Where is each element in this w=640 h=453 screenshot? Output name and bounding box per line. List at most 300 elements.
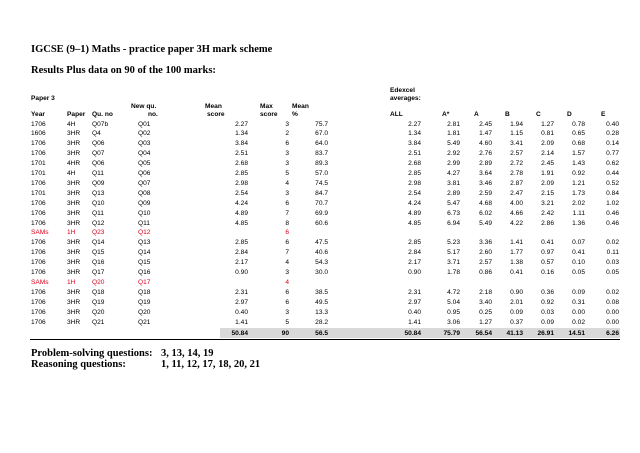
table-cell: Q4 <box>92 130 101 138</box>
table-cell: 3 <box>285 308 289 316</box>
table-cell: Q19 <box>92 298 105 306</box>
header-cell: C <box>536 111 541 118</box>
table-cell: 3 <box>285 160 289 168</box>
table-cell: Q13 <box>138 239 151 247</box>
table-cell: 2.97 <box>408 298 421 306</box>
table-cell: 4 <box>285 259 289 267</box>
table-cell: 2.89 <box>479 160 492 168</box>
table-cell: 2.14 <box>541 150 554 158</box>
table-cell: 0.40 <box>408 308 421 316</box>
table-cell: 2.78 <box>510 170 523 177</box>
table-cell: 4.22 <box>510 219 523 227</box>
table-cell: Q21 <box>138 318 151 326</box>
table-cell: 3HR <box>67 179 81 187</box>
table-cell: 1.57 <box>572 150 585 158</box>
table-cell: 2.57 <box>479 259 492 267</box>
table-cell: 1701 <box>31 170 46 177</box>
table-cell: 6 <box>285 298 289 306</box>
table-cell: 4.24 <box>408 199 421 207</box>
table-cell: Q20 <box>92 278 105 286</box>
table-cell: 2.85 <box>235 170 248 177</box>
header-cell: E <box>601 111 606 118</box>
table-cell: 1H <box>67 278 76 286</box>
table-cell: 2.51 <box>408 150 421 158</box>
table-cell: 6.02 <box>479 209 492 217</box>
table-cell: 3HR <box>67 288 81 296</box>
table-cell: 0.52 <box>606 179 619 187</box>
table-cell: 1.41 <box>235 318 248 326</box>
table-cell: 2.02 <box>572 199 585 207</box>
table-cell: 1.21 <box>572 179 585 187</box>
table-cell: 3HR <box>67 199 81 207</box>
table-cell: Q06 <box>92 160 105 168</box>
table-cell: 6.94 <box>447 219 460 227</box>
table-cell: 3 <box>285 189 289 197</box>
table-cell: Q17 <box>138 278 151 286</box>
header-top-cell: Max <box>260 103 273 110</box>
table-cell: 2.59 <box>479 189 492 197</box>
table-cell: Q14 <box>92 239 105 247</box>
table-cell: 1706 <box>31 209 46 217</box>
table-cell: 4 <box>285 179 289 187</box>
table-cell: 4 <box>285 278 289 286</box>
table-cell: 5 <box>285 170 289 177</box>
table-cell: 69.9 <box>315 209 328 217</box>
total-cell: 75.79 <box>443 330 460 338</box>
table-cell: 2.85 <box>408 239 421 247</box>
table-cell: Q11 <box>138 219 150 227</box>
table-cell: 70.7 <box>315 199 328 207</box>
table-cell: Q20 <box>92 308 105 316</box>
table-cell: Q08 <box>138 189 151 197</box>
table-cell: 2.68 <box>235 160 248 168</box>
table-cell: 49.5 <box>315 298 328 306</box>
table-cell: 0.44 <box>606 170 619 177</box>
table-bottom-rule <box>30 339 620 340</box>
table-cell: 1706 <box>31 219 46 227</box>
header-top-cell: New qu. <box>131 103 157 110</box>
table-cell: 2.99 <box>447 160 460 168</box>
table-cell: 1.27 <box>479 318 492 326</box>
table-cell: 2.18 <box>479 288 492 296</box>
table-cell: 0.05 <box>572 269 585 276</box>
table-cell: 1706 <box>31 288 46 296</box>
table-cell: 1.91 <box>541 170 554 177</box>
table-cell: Q23 <box>92 229 105 237</box>
table-cell: 0.40 <box>235 308 248 316</box>
table-cell: 0.92 <box>572 170 585 177</box>
total-cell: 6.26 <box>606 330 619 338</box>
total-cell: 26.91 <box>537 330 554 338</box>
table-cell: 0.02 <box>572 318 585 326</box>
table-cell: 0.84 <box>606 189 619 197</box>
table-cell: 0.81 <box>541 130 554 138</box>
table-cell: 40.6 <box>315 249 328 257</box>
table-cell: 2.76 <box>479 150 492 158</box>
table-cell: 3.06 <box>447 318 460 326</box>
table-cell: 3HR <box>67 130 81 138</box>
table-cell: 0.09 <box>510 308 523 316</box>
table-cell: Q09 <box>138 199 151 207</box>
table-cell: Q20 <box>138 308 151 316</box>
table-cell: Q02 <box>138 130 151 138</box>
table-cell: 3.41 <box>510 140 523 148</box>
table-cell: 1.02 <box>606 199 619 207</box>
table-cell: 0.00 <box>572 308 585 316</box>
table-cell: 0.41 <box>572 249 585 257</box>
table-cell: 2.09 <box>541 179 554 187</box>
table-cell: Q16 <box>138 269 151 276</box>
table-cell: 4.60 <box>479 140 492 148</box>
table-cell: 0.46 <box>606 209 619 217</box>
table-cell: 1.36 <box>572 219 585 227</box>
table-cell: 6 <box>285 199 289 207</box>
table-cell: 1H <box>67 229 76 237</box>
table-cell: 2.81 <box>447 120 460 128</box>
header-cell: score <box>207 111 225 118</box>
table-cell: 4HR <box>67 160 81 168</box>
table-cell: 1.41 <box>408 318 421 326</box>
table-cell: Q17 <box>92 269 105 276</box>
table-cell: Q06 <box>92 140 105 148</box>
table-cell: 2.72 <box>510 160 523 168</box>
table-cell: 3HR <box>67 189 81 197</box>
table-cell: Q11 <box>92 209 104 217</box>
table-cell: 1706 <box>31 179 46 187</box>
table-cell: 84.7 <box>315 189 328 197</box>
table-cell: 8 <box>285 219 289 227</box>
table-cell: 2.85 <box>235 239 248 247</box>
header-cell: no. <box>148 111 158 118</box>
table-cell: 0.16 <box>541 269 554 276</box>
table-cell: 0.02 <box>606 288 619 296</box>
table-cell: 5 <box>285 318 289 326</box>
header-cell: D <box>567 111 572 118</box>
table-cell: 0.05 <box>606 269 619 276</box>
table-cell: 6 <box>285 140 289 148</box>
table-cell: 1.47 <box>479 130 492 138</box>
table-cell: 2.60 <box>479 249 492 257</box>
table-cell: 1.11 <box>572 209 585 217</box>
table-cell: 47.5 <box>315 239 328 247</box>
table-cell: 3.71 <box>447 259 460 267</box>
table-cell: 2.27 <box>235 120 248 128</box>
table-cell: 0.90 <box>408 269 421 276</box>
table-cell: 3.81 <box>447 179 460 187</box>
header-top-cell: Mean <box>292 103 309 110</box>
total-cell: 56.5 <box>315 330 328 338</box>
table-cell: Q06 <box>138 170 151 177</box>
table-cell: 2.98 <box>408 179 421 187</box>
header-cell: A <box>474 111 479 118</box>
table-cell: 2.31 <box>235 288 248 296</box>
table-cell: 0.92 <box>541 298 554 306</box>
table-cell: 2.86 <box>541 219 554 227</box>
table-cell: 3HR <box>67 140 81 148</box>
table-cell: 0.00 <box>606 318 619 326</box>
table-cell: 3HR <box>67 239 81 247</box>
table-cell: Q07 <box>138 179 151 187</box>
table-cell: 1706 <box>31 318 46 326</box>
table-cell: 5.23 <box>447 239 460 247</box>
table-cell: 0.90 <box>510 288 523 296</box>
table-cell: 2.17 <box>235 259 248 267</box>
table-cell: Q11 <box>92 170 104 177</box>
total-cell: 14.51 <box>568 330 585 338</box>
table-cell: 0.10 <box>572 259 585 267</box>
table-cell: 1706 <box>31 239 46 247</box>
table-cell: 67.0 <box>315 130 328 138</box>
table-cell: Q15 <box>138 259 151 267</box>
table-cell: 1.27 <box>541 120 554 128</box>
table-cell: 1.38 <box>510 259 523 267</box>
table-cell: 3.36 <box>479 239 492 247</box>
table-cell: 2.09 <box>541 140 554 148</box>
header-top-cell: Mean <box>205 103 222 110</box>
note-label: Reasoning questions: <box>31 359 126 370</box>
table-cell: 2.15 <box>541 189 554 197</box>
table-cell: Q15 <box>92 249 105 257</box>
header-cell: Paper <box>67 111 86 118</box>
table-cell: 1.73 <box>572 189 585 197</box>
table-cell: Q12 <box>92 219 105 227</box>
table-cell: 89.3 <box>315 160 328 168</box>
table-cell: 5.49 <box>447 140 460 148</box>
table-cell: 3HR <box>67 308 81 316</box>
table-cell: 1.15 <box>510 130 523 138</box>
table-cell: 2.54 <box>235 189 248 197</box>
table-cell: 0.00 <box>606 308 619 316</box>
table-cell: 5.04 <box>447 298 460 306</box>
table-cell: 2.27 <box>408 120 421 128</box>
table-cell: 0.14 <box>606 140 619 148</box>
table-cell: 4.27 <box>447 170 460 177</box>
table-cell: 3.64 <box>479 170 492 177</box>
averages-label: averages: <box>390 95 421 102</box>
table-cell: 83.7 <box>315 150 328 158</box>
table-cell: 1.94 <box>510 120 523 128</box>
table-cell: 1706 <box>31 140 46 148</box>
table-cell: 1.41 <box>510 239 523 247</box>
table-cell: 0.57 <box>541 259 554 267</box>
table-cell: 0.97 <box>541 249 554 257</box>
table-cell: 1606 <box>31 130 46 138</box>
table-cell: 6 <box>285 239 289 247</box>
table-cell: 2.98 <box>235 179 248 187</box>
table-cell: 3HR <box>67 259 81 267</box>
table-cell: 0.41 <box>510 269 523 276</box>
table-cell: 1701 <box>31 160 46 168</box>
table-cell: 1706 <box>31 150 46 158</box>
table-cell: 1.81 <box>447 130 460 138</box>
total-cell: 50.84 <box>404 330 421 338</box>
table-cell: 0.09 <box>541 318 554 326</box>
table-cell: Q16 <box>92 259 105 267</box>
table-cell: 54.3 <box>315 259 328 267</box>
header-cell: % <box>292 111 298 118</box>
table-cell: 2.45 <box>479 120 492 128</box>
table-cell: 3.21 <box>541 199 554 207</box>
total-cell: 41.13 <box>506 330 523 338</box>
table-cell: 0.78 <box>572 120 585 128</box>
table-cell: Q07 <box>92 150 105 158</box>
header-cell: ALL <box>390 111 403 118</box>
header-cell: B <box>505 111 510 118</box>
table-cell: 4.66 <box>510 209 523 217</box>
table-cell: 7 <box>285 209 289 217</box>
table-cell: 4.89 <box>408 209 421 217</box>
table-cell: 3 <box>285 269 289 276</box>
table-cell: 0.77 <box>606 150 619 158</box>
table-cell: 0.95 <box>447 308 460 316</box>
table-cell: 3.84 <box>235 140 248 148</box>
table-cell: 6.73 <box>447 209 460 217</box>
table-cell: 1706 <box>31 249 46 257</box>
table-cell: 2.47 <box>510 189 523 197</box>
table-cell: 3HR <box>67 318 81 326</box>
table-cell: 1.34 <box>408 130 421 138</box>
table-cell: 0.25 <box>479 308 492 316</box>
table-cell: Q12 <box>138 229 151 237</box>
table-cell: Q10 <box>92 199 105 207</box>
table-cell: 0.08 <box>606 298 619 306</box>
table-cell: Q09 <box>92 179 105 187</box>
table-cell: 3HR <box>67 298 81 306</box>
table-cell: 5.49 <box>479 219 492 227</box>
table-cell: Q03 <box>138 140 151 148</box>
table-cell: 2.17 <box>408 259 421 267</box>
table-cell: 5.17 <box>447 249 460 257</box>
table-cell: 3 <box>285 150 289 158</box>
table-cell: 4.85 <box>408 219 421 227</box>
table-cell: 3 <box>285 120 289 128</box>
table-cell: 0.11 <box>606 249 619 257</box>
table-cell: 2.68 <box>408 160 421 168</box>
table-cell: 0.86 <box>479 269 492 276</box>
table-cell: 2.42 <box>541 209 554 217</box>
header-cell: score <box>260 111 278 118</box>
table-cell: 0.03 <box>541 308 554 316</box>
table-cell: 0.62 <box>606 160 619 168</box>
table-cell: 6 <box>285 229 289 237</box>
table-cell: 0.68 <box>572 140 585 148</box>
table-cell: 1701 <box>31 189 46 197</box>
table-cell: 4.72 <box>447 288 460 296</box>
table-cell: 6 <box>285 288 289 296</box>
table-cell: 2.31 <box>408 288 421 296</box>
table-cell: 64.0 <box>315 140 328 148</box>
table-cell: 4.68 <box>479 199 492 207</box>
total-cell: 90 <box>281 330 289 338</box>
table-cell: 2.54 <box>408 189 421 197</box>
table-cell: 0.90 <box>235 269 248 276</box>
table-cell: 1.77 <box>510 249 523 257</box>
table-cell: 3HR <box>67 150 81 158</box>
table-cell: 2.57 <box>510 150 523 158</box>
results-table <box>30 89 620 339</box>
table-cell: 0.37 <box>510 318 523 326</box>
table-cell: 1706 <box>31 259 46 267</box>
table-cell: 1706 <box>31 199 46 207</box>
table-cell: Q04 <box>138 150 151 158</box>
table-cell: 1706 <box>31 308 46 316</box>
table-cell: 0.03 <box>606 259 619 267</box>
table-cell: 2.84 <box>235 249 248 257</box>
table-cell: SAMs <box>31 229 49 237</box>
note-label: Problem-solving questions: <box>31 348 153 359</box>
edexcel-label: Edexcel <box>390 87 415 94</box>
table-cell: 2.97 <box>235 298 248 306</box>
table-cell: 0.40 <box>606 120 619 128</box>
table-cell: 13.3 <box>315 308 328 316</box>
table-cell: 4H <box>67 170 76 177</box>
table-cell: 4.89 <box>235 209 248 217</box>
note-value: 1, 11, 12, 17, 18, 20, 21 <box>161 359 261 370</box>
table-cell: 4.85 <box>235 219 248 227</box>
table-cell: 1.78 <box>447 269 460 276</box>
table-cell: Q18 <box>138 288 151 296</box>
table-cell: Q19 <box>138 298 151 306</box>
table-cell: 1706 <box>31 120 46 128</box>
table-cell: 0.02 <box>606 239 619 247</box>
table-cell: 0.28 <box>606 130 619 138</box>
table-cell: 1706 <box>31 298 46 306</box>
document-title: IGCSE (9–1) Maths - practice paper 3H mark scheme <box>31 44 273 55</box>
table-cell: 74.5 <box>315 179 328 187</box>
table-cell: 2 <box>285 130 289 138</box>
table-cell: Q07b <box>92 120 109 128</box>
note-value: 3, 13, 14, 19 <box>161 348 214 359</box>
table-cell: 2.85 <box>408 170 421 177</box>
table-cell: Q18 <box>92 288 105 296</box>
table-cell: 7 <box>285 249 289 257</box>
table-cell: 2.92 <box>447 150 460 158</box>
table-cell: 3HR <box>67 269 81 276</box>
table-cell: 2.45 <box>541 160 554 168</box>
table-cell: 0.36 <box>541 288 554 296</box>
table-cell: 2.51 <box>235 150 248 158</box>
table-cell: 2.84 <box>408 249 421 257</box>
table-cell: 1706 <box>31 269 46 276</box>
table-cell: 38.5 <box>315 288 328 296</box>
table-cell: Q14 <box>138 249 151 257</box>
table-cell: 3.40 <box>479 298 492 306</box>
table-cell: 0.31 <box>572 298 585 306</box>
table-cell: 0.65 <box>572 130 585 138</box>
table-cell: 0.09 <box>572 288 585 296</box>
table-cell: 3HR <box>67 219 81 227</box>
table-cell: 3HR <box>67 249 81 257</box>
table-cell: 60.6 <box>315 219 328 227</box>
table-cell: 2.89 <box>447 189 460 197</box>
table-cell: Q13 <box>92 189 105 197</box>
table-cell: 1.43 <box>572 160 585 168</box>
table-cell: 28.2 <box>315 318 328 326</box>
header-cell: A* <box>442 111 450 118</box>
header-cell: Qu. no <box>92 111 113 118</box>
total-cell: 50.84 <box>231 330 248 338</box>
total-cell: 56.54 <box>475 330 492 338</box>
table-cell: 2.87 <box>510 179 523 187</box>
table-cell: 2.01 <box>510 298 523 306</box>
table-cell: 0.46 <box>606 219 619 227</box>
table-cell: 0.07 <box>572 239 585 247</box>
table-cell: Q10 <box>138 209 151 217</box>
table-cell: SAMs <box>31 278 49 286</box>
paper-label: Paper 3 <box>31 95 55 102</box>
table-cell: Q05 <box>138 160 151 168</box>
table-cell: 0.41 <box>541 239 554 247</box>
